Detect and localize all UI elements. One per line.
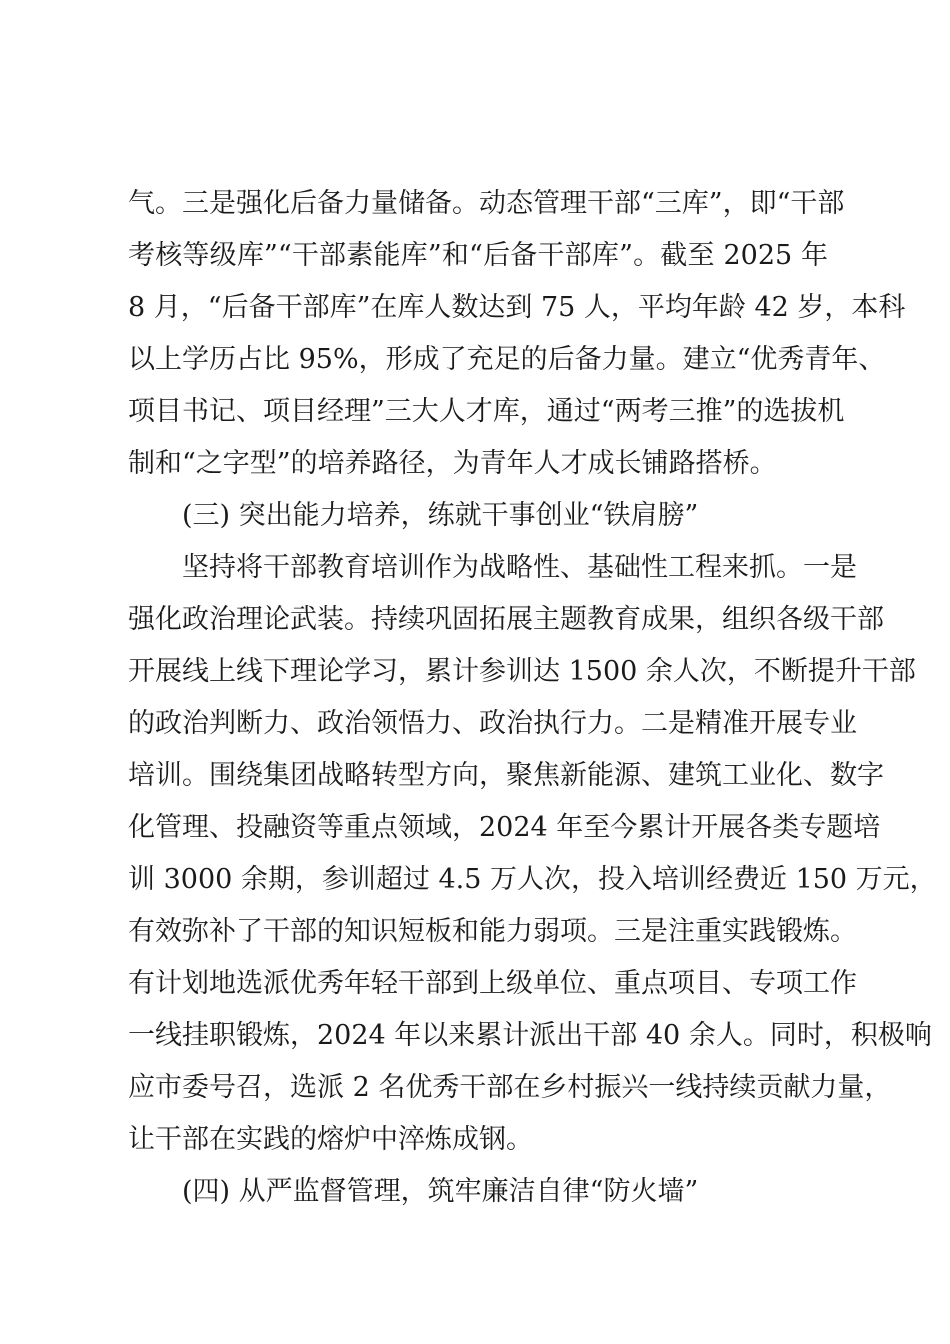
paragraph-line: 强化政治理论武装。持续巩固拓展主题教育成果，组织各级干部 bbox=[128, 604, 884, 635]
paragraph-line: 一线挂职锻炼，2024 年以来累计派出干部 40 余人。同时，积极响 bbox=[128, 1020, 932, 1051]
paragraph-line: 项目书记、项目经理”三大人才库，通过“两考三推”的选拔机 bbox=[128, 396, 845, 427]
paragraph-line: 考核等级库”“干部素能库”和“后备干部库”。截至 2025 年 bbox=[128, 240, 828, 271]
section-heading-4: (四) 从严监督管理，筑牢廉洁自律“防火墙” bbox=[182, 1176, 699, 1207]
paragraph-line: 开展线上线下理论学习，累计参训达 1500 余人次，不断提升干部 bbox=[128, 656, 916, 687]
paragraph-line: 坚持将干部教育培训作为战略性、基础性工程来抓。一是 bbox=[182, 552, 857, 583]
paragraph-line: 制和“之字型”的培养路径，为青年人才成长铺路搭桥。 bbox=[128, 448, 777, 479]
paragraph-line: 有效弥补了干部的知识短板和能力弱项。三是注重实践锻炼。 bbox=[128, 916, 857, 947]
paragraph-line: 化管理、投融资等重点领域，2024 年至今累计开展各类专题培 bbox=[128, 812, 881, 843]
paragraph-line: 的政治判断力、政治领悟力、政治执行力。二是精准开展专业 bbox=[128, 708, 857, 739]
section-heading-3: (三) 突出能力培养，练就干事创业“铁肩膀” bbox=[182, 500, 699, 531]
paragraph-line: 训 3000 余期，参训超过 4.5 万人次，投入培训经费近 150 万元， bbox=[128, 864, 937, 895]
paragraph-line: 应市委号召，选派 2 名优秀干部在乡村振兴一线持续贡献力量， bbox=[128, 1072, 892, 1103]
paragraph-line: 8 月，“后备干部库”在库人数达到 75 人，平均年龄 42 岁，本科 bbox=[128, 292, 906, 323]
paragraph-line: 让干部在实践的熔炉中淬炼成钢。 bbox=[128, 1124, 533, 1155]
paragraph-line: 有计划地选派优秀年轻干部到上级单位、重点项目、专项工作 bbox=[128, 968, 857, 999]
paragraph-line: 以上学历占比 95%，形成了充足的后备力量。建立“优秀青年、 bbox=[128, 344, 886, 375]
paragraph-line: 气。三是强化后备力量储备。动态管理干部“三库”，即“干部 bbox=[128, 188, 845, 219]
paragraph-line: 培训。围绕集团战略转型方向，聚焦新能源、建筑工业化、数字 bbox=[128, 760, 884, 791]
